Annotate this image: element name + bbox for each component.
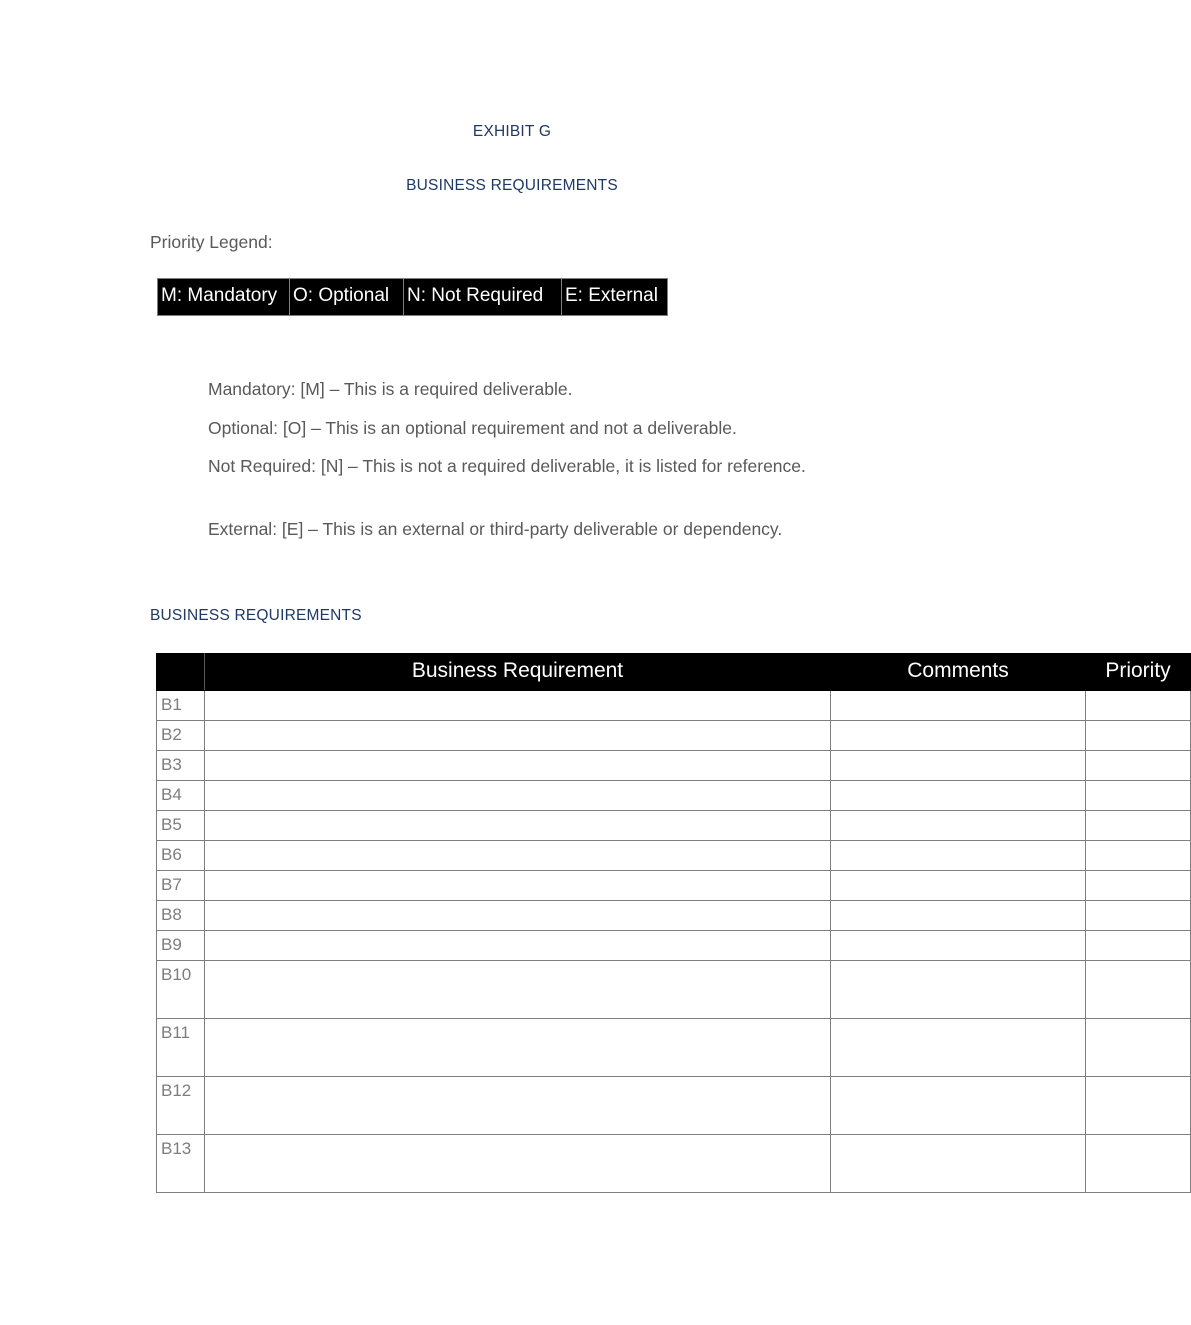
cell-requirement[interactable] (205, 841, 831, 871)
cell-id: B13 (157, 1135, 205, 1193)
cell-comments[interactable] (831, 901, 1086, 931)
table-row (157, 811, 1191, 841)
cell-requirement[interactable] (205, 1135, 831, 1193)
cell-requirement[interactable] (205, 721, 831, 751)
business-requirements-table (156, 653, 1191, 1193)
cell-comments[interactable] (831, 691, 1086, 721)
legend-cell-external: E: External (562, 279, 668, 316)
cell-priority[interactable] (1086, 871, 1191, 901)
cell-priority[interactable] (1086, 1077, 1191, 1135)
table-row (157, 871, 1191, 901)
cell-requirement[interactable] (205, 1077, 831, 1135)
cell-comments[interactable] (831, 871, 1086, 901)
cell-priority[interactable] (1086, 751, 1191, 781)
table-row (157, 841, 1191, 871)
table-row (157, 1135, 1191, 1193)
cell-requirement[interactable] (205, 691, 831, 721)
legend-cell-not-required: N: Not Required (404, 279, 562, 316)
cell-comments[interactable] (831, 1135, 1086, 1193)
cell-id: B2 (157, 721, 205, 751)
cell-id: B10 (157, 961, 205, 1019)
cell-requirement[interactable] (205, 811, 831, 841)
page-title: EXHIBIT G (472, 123, 552, 140)
column-header-comments: Comments (831, 654, 1086, 691)
table-row (157, 751, 1191, 781)
priority-legend-table (157, 278, 668, 316)
cell-comments[interactable] (831, 1019, 1086, 1077)
column-header-business-requirement: Business Requirement (205, 654, 831, 691)
cell-comments[interactable] (831, 751, 1086, 781)
cell-comments[interactable] (831, 811, 1086, 841)
legend-cell-optional: O: Optional (290, 279, 404, 316)
cell-priority[interactable] (1086, 811, 1191, 841)
cell-id: B6 (157, 841, 205, 871)
cell-requirement[interactable] (205, 781, 831, 811)
cell-priority[interactable] (1086, 781, 1191, 811)
cell-id: B9 (157, 931, 205, 961)
cell-comments[interactable] (831, 931, 1086, 961)
cell-id: B8 (157, 901, 205, 931)
cell-requirement[interactable] (205, 871, 831, 901)
cell-requirement[interactable] (205, 901, 831, 931)
table-row (157, 691, 1191, 721)
cell-priority[interactable] (1086, 901, 1191, 931)
legend-description-optional: Optional: [O] – This is an optional requirement and not a deliverable. (208, 418, 737, 438)
cell-priority[interactable] (1086, 931, 1191, 961)
column-header-id (157, 654, 205, 691)
cell-priority[interactable] (1086, 1135, 1191, 1193)
page-subtitle: BUSINESS REQUIREMENTS (406, 177, 618, 194)
cell-priority[interactable] (1086, 721, 1191, 751)
priority-legend-row (158, 279, 668, 316)
section-heading-business-requirements: BUSINESS REQUIREMENTS (150, 607, 362, 624)
priority-legend-label: Priority Legend: (150, 232, 273, 252)
cell-requirement[interactable] (205, 931, 831, 961)
cell-priority[interactable] (1086, 691, 1191, 721)
cell-id: B3 (157, 751, 205, 781)
cell-comments[interactable] (831, 961, 1086, 1019)
column-header-priority: Priority (1086, 654, 1191, 691)
table-header-row (157, 654, 1191, 691)
cell-id: B5 (157, 811, 205, 841)
legend-cell-mandatory: M: Mandatory (158, 279, 290, 316)
cell-id: B11 (157, 1019, 205, 1077)
legend-description-external: External: [E] – This is an external or third-party deliverable or dependency. (208, 519, 783, 539)
table-row (157, 1019, 1191, 1077)
legend-description-mandatory: Mandatory: [M] – This is a required deliverable. (208, 379, 573, 399)
legend-description-not-required: Not Required: [N] – This is not a required deliverable, it is listed for reference. (208, 456, 806, 476)
cell-id: B4 (157, 781, 205, 811)
table-row (157, 781, 1191, 811)
cell-priority[interactable] (1086, 841, 1191, 871)
cell-comments[interactable] (831, 721, 1086, 751)
table-row (157, 721, 1191, 751)
cell-priority[interactable] (1086, 961, 1191, 1019)
cell-comments[interactable] (831, 841, 1086, 871)
table-row (157, 901, 1191, 931)
cell-comments[interactable] (831, 1077, 1086, 1135)
cell-id: B1 (157, 691, 205, 721)
cell-id: B12 (157, 1077, 205, 1135)
table-row (157, 931, 1191, 961)
cell-requirement[interactable] (205, 1019, 831, 1077)
cell-requirement[interactable] (205, 961, 831, 1019)
cell-comments[interactable] (831, 781, 1086, 811)
cell-id: B7 (157, 871, 205, 901)
cell-requirement[interactable] (205, 751, 831, 781)
cell-priority[interactable] (1086, 1019, 1191, 1077)
table-row (157, 1077, 1191, 1135)
table-row (157, 961, 1191, 1019)
